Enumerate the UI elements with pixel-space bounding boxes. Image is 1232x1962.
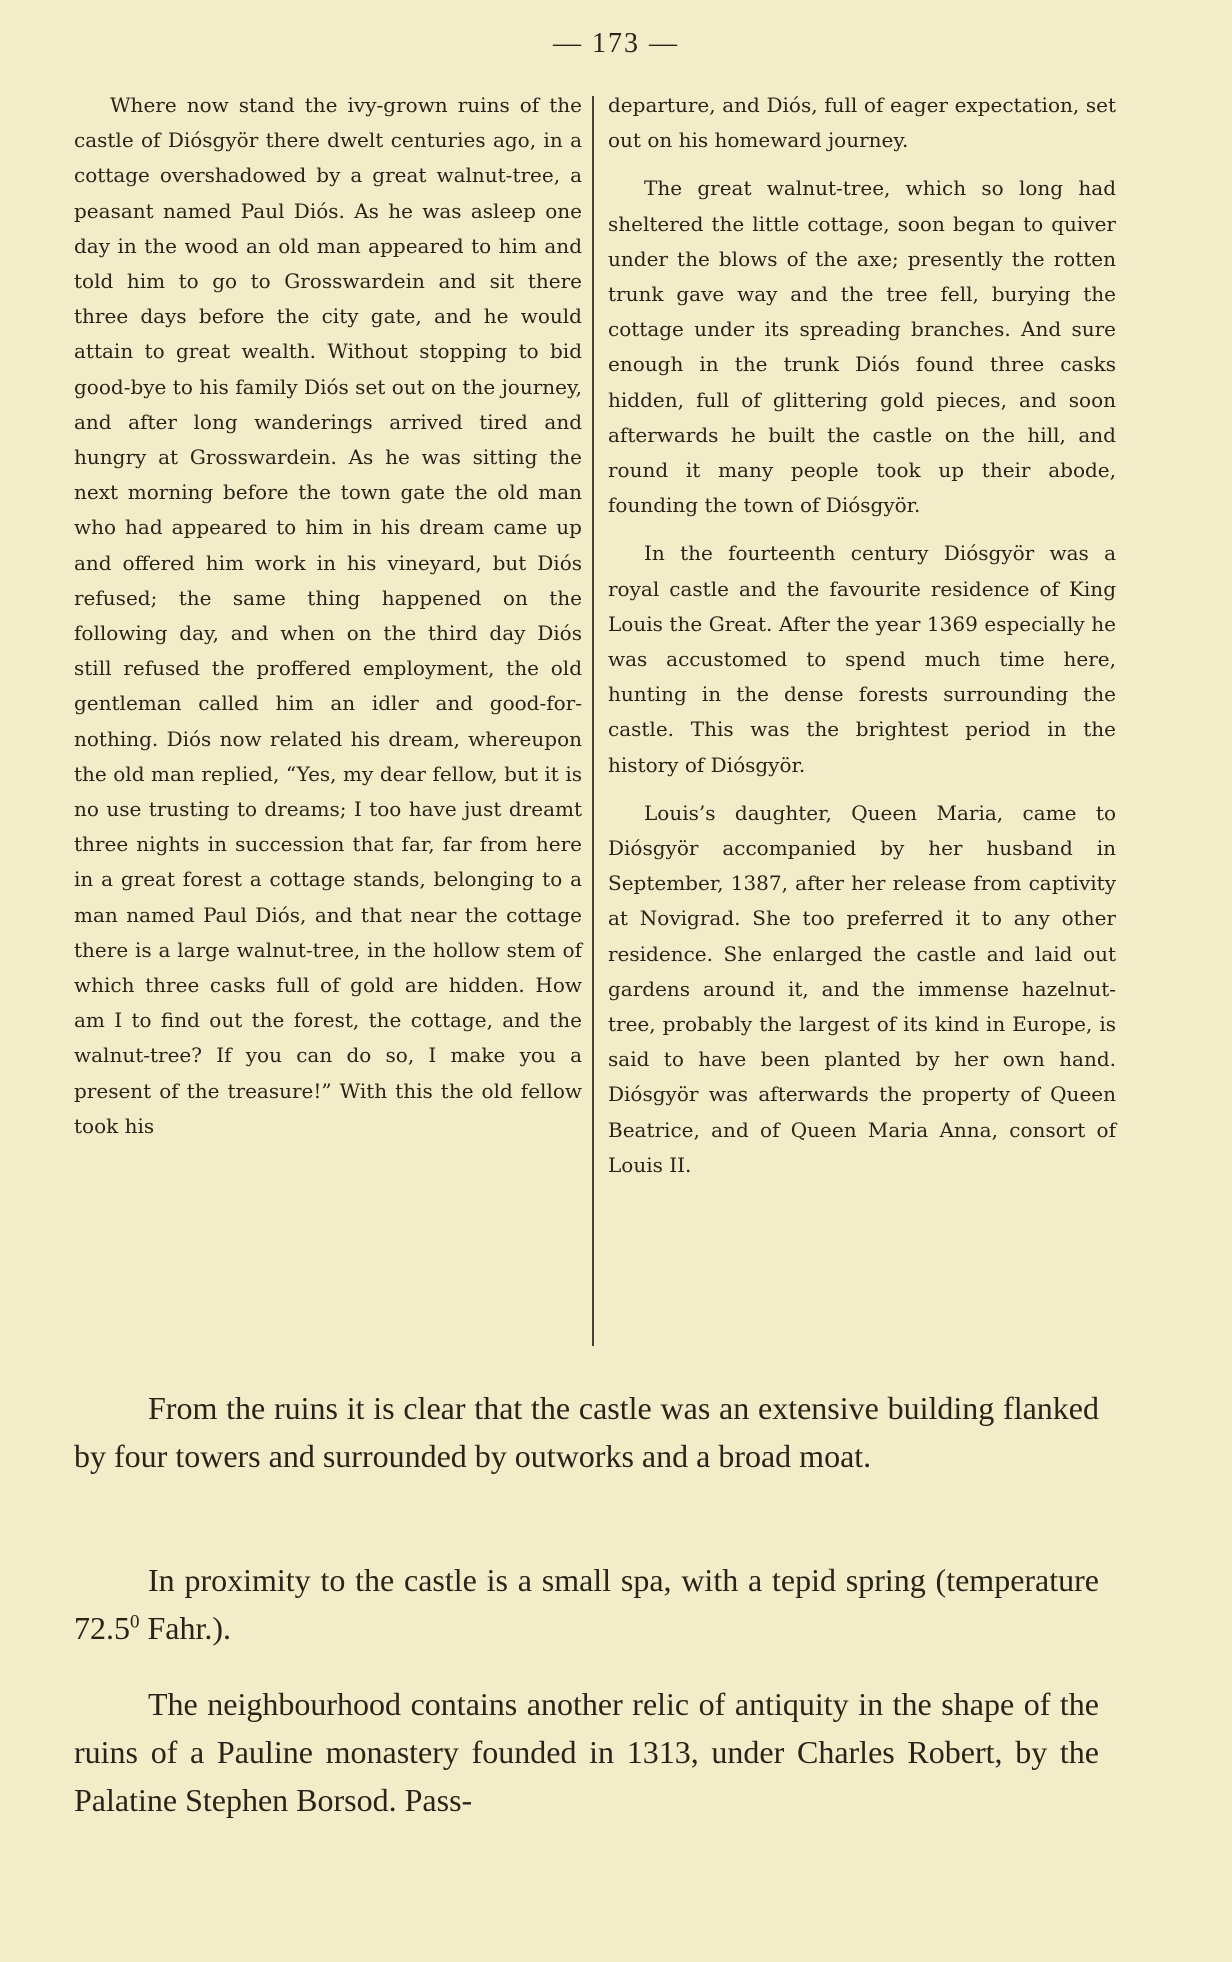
main-paragraph-2 [74,1556,1099,1652]
right-column-paragraph-3: Louis’s daughter, Queen Maria, came to Diósgyör accompanied by her husband in September, 1387, after her release from captivity at Novigrad. She too preferred it to any other residence. She enlarged the castle and laid out gardens around it, and the immense hazelnut-tree, probably the largest of its kind in Europe, is said to have been planted by her own hand. Diósgyör was afterwards the property of Queen Beatrice, and of Queen Maria Anna, consort of Louis II. [608,800,1116,1177]
right-column-continuation: departure, and Diós, full of eager expectation, set out on his homeward journey. [608,93,1116,153]
left-column [74,88,582,1144]
page-number: — 173 — [553,28,679,59]
main-paragraph-3 [74,1680,1099,1824]
column-divider [592,96,594,1346]
degree-superscript: 0 [130,1611,140,1633]
left-column-paragraph: Where now stand the ivy-grown ruins of the castle of Diósgyör there dwelt centuries ago, in a cottage overshadowed by a great walnut-tree, a peasant named Paul Diós. As he was asleep one day in the wood an old man appeared to him and told him to go to Grosswardein and sit there three days before the city gate, and he would attain to great wealth. Without stopping to bid good-bye to his family Diós set out on the journey, and after long wanderings arrived tired and hungry at Grosswardein. As he was sitting the next morning before the town gate the old man who had appeared to him in his dream came up and offered him work in his vineyard, but Diós refused; the same thing happened on the following day, and when on the third day Diós still refused the proffered employment, the old gentleman called him an idler and good-for-nothing. Diós now related his dream, whereupon the old man replied, “Yes, my dear fellow, but it is no use trusting to dreams; I too have just dreamt three nights in succession that far, far from here in a great forest a cottage stands, belonging to a man named Paul Diós, and that near the cottage there is a large walnut-tree, in the hollow stem of which three casks full of gold are hidden. How am I to find out the forest, the cottage, and the walnut-tree? If you can do so, I make you a present of the treasure!” With this the old fellow took his [74,93,582,1138]
right-column-paragraph-2: In the fourteenth century Diósgyör was a royal castle and the favourite residence of King Louis the Great. After the year 1369 especially he was accustomed to spend much time here, hunting in the dense forests surrounding the castle. This was the brightest period in the history of Diósgyör. [608,541,1116,777]
main-paragraph-2-before: In proximity to the castle is a small spa, with a tepid spring (temperature 72.5 [74,1562,1099,1646]
main-paragraph-2-after: Fahr.). [139,1610,232,1646]
main-paragraph-2-text [74,1556,1099,1652]
right-column-paragraph-1: The great walnut-tree, which so long had sheltered the little cottage, soon began to quiver under the blows of the axe; presently the rotten trunk gave way and the tree fell, burying the cottage under its spreading branches. And sure enough in the trunk Diós found three casks hidden, full of glittering gold pieces, and soon afterwards he built the castle on the hill, and round it many people took up their abode, founding the town of Diósgyör. [608,176,1116,518]
main-paragraph-3-text: The neighbourhood contains another relic of antiquity in the shape of the ruins of a Pauline monastery founded in 1313, under Charles Robert, by the Palatine Stephen Borsod. Pass- [74,1686,1099,1818]
right-column [608,88,1116,1183]
main-paragraph-1 [74,1384,1099,1480]
main-paragraph-1-text: From the ruins it is clear that the castle was an extensive building flanked by four towers and surrounded by outworks and a broad moat. [74,1390,1099,1474]
two-column-section [74,88,1114,1353]
